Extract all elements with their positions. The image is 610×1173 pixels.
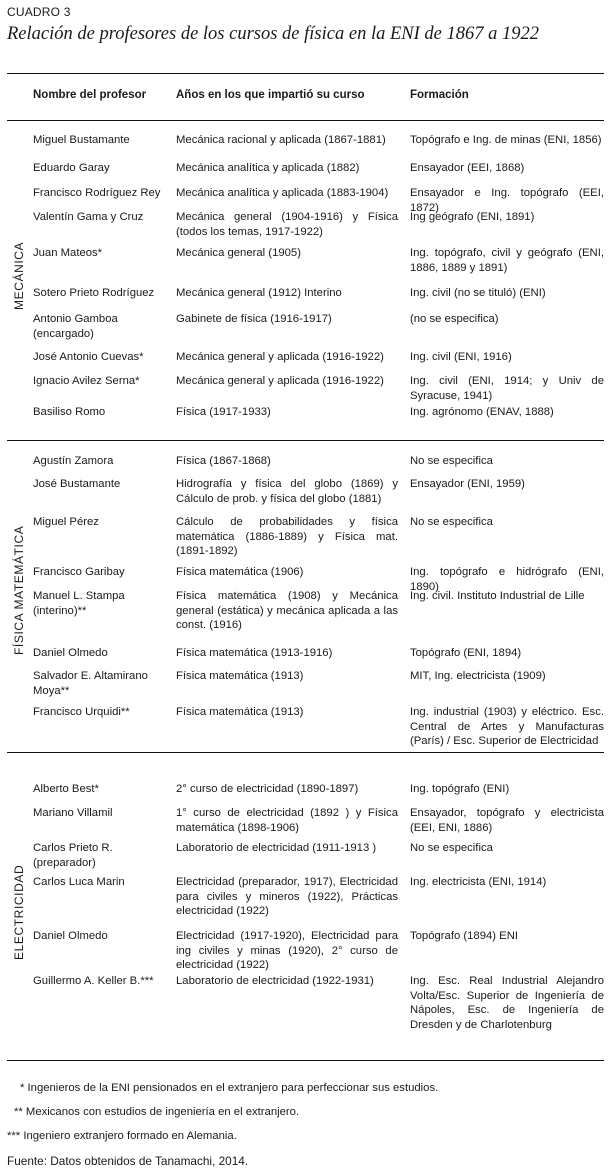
formation: Topógrafo (ENI, 1894) (410, 647, 522, 659)
formation: Ing. civil (no se tituló) (ENI) (410, 287, 546, 299)
course-years: Laboratorio de electricidad (1911-1913 ) (176, 842, 377, 854)
formation: Ing. Esc. Real Industrial Alejandro Volta/Esc. Superior de Ingeniería de Nápoles, Esc. de Ingeniería de Dresden y de Charlotenburg (410, 975, 604, 1031)
formation: Ensayador (EEI, 1868) (410, 162, 525, 174)
professor-name: Daniel Olmedo (33, 930, 108, 942)
professor-name: Daniel Olmedo (33, 647, 108, 659)
formation: Ing geógrafo (ENI, 1891) (410, 211, 535, 223)
footnote: * Ingenieros de la ENI pensionados en el extranjero para perfeccionar sus estudios. (20, 1082, 439, 1094)
course-years: Mecánica analítica y aplicada (1882) (176, 162, 360, 174)
formation: No se especifica (410, 516, 493, 528)
professor-name: Ignacio Avilez Serna* (33, 375, 140, 387)
course-years: Física matemática (1913) (176, 670, 304, 682)
professor-name: Francisco Garibay (33, 566, 125, 578)
professor-name: Francisco Urquidi** (33, 706, 130, 718)
header-name: Nombre del profesor (33, 89, 147, 101)
professor-name: Salvador E. Altamirano Moya** (33, 670, 148, 697)
table-title: Relación de profesores de los cursos de física en la ENI de 1867 a 1922 (7, 24, 539, 44)
top-rule (7, 73, 604, 74)
course-years: Mecánica general y aplicada (1916-1922) (176, 351, 384, 363)
course-years: Física matemática (1913) (176, 706, 304, 718)
course-years: Cálculo de probabilidades y física matemática (1886-1889) y Física mat. (1891-1892) (176, 516, 398, 558)
formation: Ing. industrial (1903) y eléctrico. Esc. Central de Artes y Manufacturas (París) / Esc. Superior de Electricidad (410, 706, 604, 748)
course-years: Mecánica general (1905) (176, 247, 301, 259)
formation: Ing. topógrafo e hidrógrafo (ENI, 1890) (410, 566, 604, 593)
footnote: *** Ingeniero extranjero formado en Alemania. (7, 1130, 237, 1142)
professor-name: Sotero Prieto Rodríguez (33, 287, 155, 299)
professor-name: Miguel Bustamante (33, 134, 130, 146)
professor-name: Alberto Best* (33, 783, 99, 795)
professor-name: Mariano Villamil (33, 807, 113, 819)
course-years: Mecánica general (1904-1916) y Física (todos los temas, 1917-1922) (176, 211, 398, 238)
course-years: 1° curso de electricidad (1892 ) y Física matemática (1898-1906) (176, 807, 398, 834)
professor-name: Carlos Prieto R. (preparador) (33, 842, 113, 869)
course-years: Mecánica general y aplicada (1916-1922) (176, 375, 384, 387)
professor-name: José Bustamante (33, 478, 121, 490)
formation: Ing. topógrafo (ENI) (410, 783, 510, 795)
header-formation: Formación (410, 89, 469, 101)
section-rule (7, 440, 604, 441)
professor-name: José Antonio Cuevas* (33, 351, 144, 363)
formation: Ing. civil (ENI, 1914; y Univ de Syracuse, 1941) (410, 375, 604, 402)
professor-name: Guillermo A. Keller B.*** (33, 975, 154, 987)
course-years: Mecánica general (1912) Interino (176, 287, 342, 299)
course-years: Mecánica racional y aplicada (1867-1881) (176, 134, 386, 146)
course-years: Electricidad (1917-1920), Electricidad para ing civiles y minas (1920), 2° curso de electricidad (1922) (176, 930, 398, 972)
professor-name: Francisco Rodríguez Rey (33, 187, 161, 199)
course-years: Gabinete de física (1916-1917) (176, 313, 332, 325)
formation: Ing. topógrafo, civil y geógrafo (ENI, 1886, 1889 y 1891) (410, 247, 604, 274)
course-years: Física (1867-1868) (176, 455, 271, 467)
course-years: Física matemática (1908) y Mecánica general (estática) y mecánica aplicada a las const. (1916) (176, 590, 398, 632)
table-label: CUADRO 3 (7, 5, 71, 19)
formation: Ensayador (ENI, 1959) (410, 478, 525, 490)
formation: Ensayador, topógrafo y electricista (EEI, ENI, 1886) (410, 807, 604, 834)
formation: Ing. civil (ENI, 1916) (410, 351, 512, 363)
professor-name: Eduardo Garay (33, 162, 110, 174)
professor-name: Antonio Gamboa (encargado) (33, 313, 118, 340)
section-label-mecanica: MECÁNICA (12, 241, 26, 310)
formation: Ensayador e Ing. topógrafo (EEI, 1872) (410, 187, 604, 214)
formation: MIT, Ing. electricista (1909) (410, 670, 546, 682)
professor-name: Juan Mateos* (33, 247, 103, 259)
formation: No se especifica (410, 455, 493, 467)
professor-name: Carlos Luca Marin (33, 876, 125, 888)
course-years: Electricidad (preparador, 1917), Electricidad para civiles y mineros (1922), Prácticas electricidad (1922) (176, 876, 398, 918)
course-years: Física matemática (1913-1916) (176, 647, 333, 659)
formation: Ing. agrónomo (ENAV, 1888) (410, 406, 554, 418)
professor-name: Miguel Pérez (33, 516, 99, 528)
formation: No se especifica (410, 842, 493, 854)
formation: Ing. civil. Instituto Industrial de Lille (410, 590, 585, 602)
course-years: Mecánica analítica y aplicada (1883-1904) (176, 187, 389, 199)
professor-name: Agustín Zamora (33, 455, 114, 467)
course-years: 2° curso de electricidad (1890-1897) (176, 783, 359, 795)
course-years: Laboratorio de electricidad (1922-1931) (176, 975, 374, 987)
professor-name: Valentín Gama y Cruz (33, 211, 144, 223)
bottom-rule (7, 1060, 604, 1061)
header-years: Años en los que impartió su curso (176, 89, 365, 101)
professor-name: Manuel L. Stampa (interino)** (33, 590, 125, 617)
section-label-fisica-matematica: FÍSICA MATEMÁTICA (12, 525, 26, 655)
formation: Ing. electricista (ENI, 1914) (410, 876, 547, 888)
course-years: Física matemática (1906) (176, 566, 304, 578)
course-years: Física (1917-1933) (176, 406, 271, 418)
formation: Topógrafo (1894) ENI (410, 930, 519, 942)
professor-name: Basiliso Romo (33, 406, 106, 418)
source-note: Fuente: Datos obtenidos de Tanamachi, 2014. (7, 1154, 249, 1168)
header-rule (7, 120, 604, 121)
formation: (no se especifica) (410, 313, 499, 325)
footnote: ** Mexicanos con estudios de ingeniería en el extranjero. (14, 1106, 300, 1118)
section-label-electricidad: ELECTRICIDAD (12, 864, 26, 960)
formation: Topógrafo e Ing. de minas (ENI, 1856) (410, 134, 602, 146)
course-years: Hidrografía y física del globo (1869) y Cálculo de prob. y física del globo (1881) (176, 478, 398, 505)
section-rule (7, 752, 604, 753)
